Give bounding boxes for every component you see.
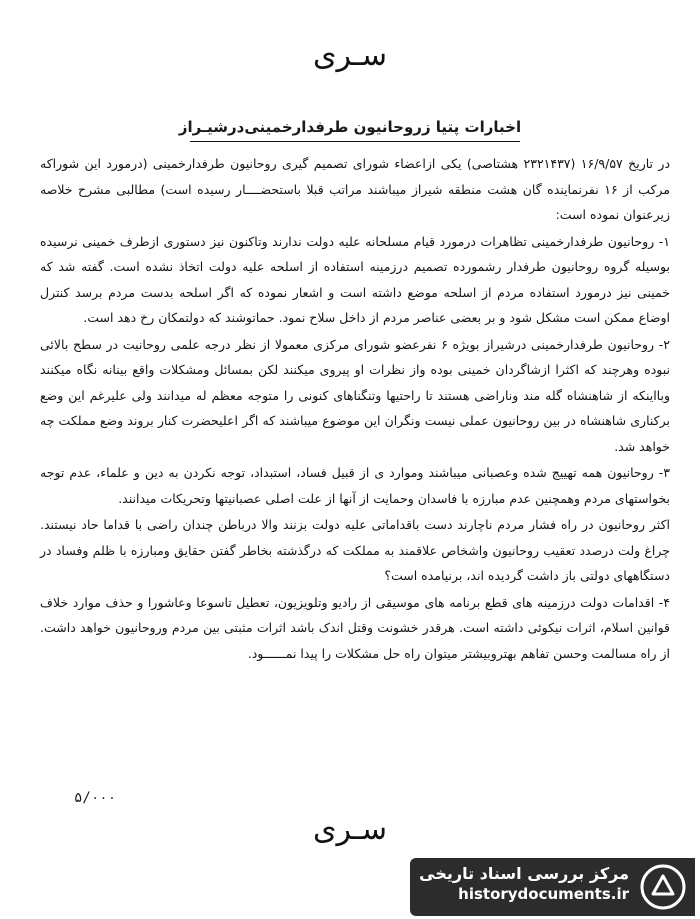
document-title: اخبارات پتیا زروحانیون طرفدارخمینی‌درشیـراز	[178, 118, 522, 136]
watermark-text	[419, 864, 629, 903]
paragraph-2: ۲- روحانیون طرفدارخمینی درشیراز بویژه ۶ نفرعضو شورای مرکزی معمولا از نظر درجه علمی روحانیت در سطح بالائی نبوده وهرچند که اکثرا ازشاگردان خمینی بوده واز نظرات او پیروی میکنند لکن بمسائل ومشکلات واقع بینانه نگاه میکنند وبااینکه از شاهنشاه گله مند وناراضی هستند تا راحتیها وتنگناهای کنونی را متوجه معظم له میدانند ولی علیرغم این وضع برکناری شاهنشاه در بین روحانیون عملی نیست ونگران این موضوع میباشند که اگر اعلیحضرت کنار بروند وضع مملکت چه خواهد شد.	[40, 336, 670, 454]
paragraph-intro: در تاریخ ۱۶/۹/۵۷ (۲۳۲۱۴۳۷ هشتاصی) یکی ازاعضاء شورای تصمیم گیری روحانیون طرفدارخمینی (درمورد این شوراکه مرکب از ۱۶ نفرنماینده گان هشت منطقه شیراز میباشند مراتب قبلا باستحضــــار رسیده است) مطالبی مشرح خلاصه زیرعنوان نموده است:	[40, 156, 671, 222]
watermark-name: مرکز بررسی اسناد تاریخی	[419, 864, 629, 883]
classification-header: سـری	[313, 38, 387, 73]
watermark-url: historydocuments.ir	[458, 885, 629, 903]
title-underline	[190, 141, 520, 142]
paragraph-3b: اکثر روحانیون در راه فشار مردم ناچارند دست باقداماتی علیه دولت بزنند والا درباطن چندان راضی با قداما حاد نیستند. چراغ ولت درصدد تعقیب روحانیون واشخاص علاقمند به مملکت که درگذشته بخاطر گفتن حقایق ومبارزه با ظلم وفساد در دستگاههای دولتی باز داشت گردیده اند، برنیامده است؟	[40, 517, 670, 583]
paragraph-3: ۳- روحانیون همه تهییج شده وعصبانی میباشند وموارد ی از قبیل فساد، استبداد، توجه نکردن به دین و علماء، عدم توجه بخواستهای مردم وهمچنین عدم مبارزه با فاسدان وحمایت از آنها از علت اصلی عصبانیتها وتحریکات میدانند.	[40, 465, 670, 506]
archive-logo-icon	[639, 864, 687, 910]
watermark-banner	[410, 858, 695, 916]
reference-number: ۵/۰۰۰	[74, 790, 117, 806]
paragraph-4: ۴- اقدامات دولت درزمینه های قطع برنامه های موسیقی از رادیو وتلویزیون، تعطیل تاسوعا وعاشورا و حذف موارد خلاف قوانین اسلام، اثرات نیکوئی داشته است. هرقدر خشونت وقتل اندک باشد اثرات مثبتی بین مردم وروحانیون خواهد داشت. از راه مسالمت وحسن تفاهم بهتروبیشتر میتوان راه حل مشکلات را پیدا نمــــــود.	[40, 594, 670, 661]
document-body	[40, 150, 670, 666]
classification-footer: سـری	[313, 812, 387, 847]
paragraph-1: ۱- روحانیون طرفدارخمینی تظاهرات درمورد قیام مسلحانه علیه دولت ندارند وتاکنون نیز دستوری ازطرف خمینی نرسیده بوسیله گروه روحانیون طرفدار رشمورده تصمیم درزمینه استفاده از اسلحه علیه دولت اتخاذ نشده است. گفته شد که خمینی نیز درمورد استفاده مردم از اسلحه موضع داشته است و اشعار نموده که اگر اسلحه بدست مردم برسد کنترل اوضاع ممکن است مشکل شود و بر بعضی عناصر مردم از داخل سلاح نمود. حماتوشند که دولتمکان رخ دهد است.	[40, 233, 670, 325]
